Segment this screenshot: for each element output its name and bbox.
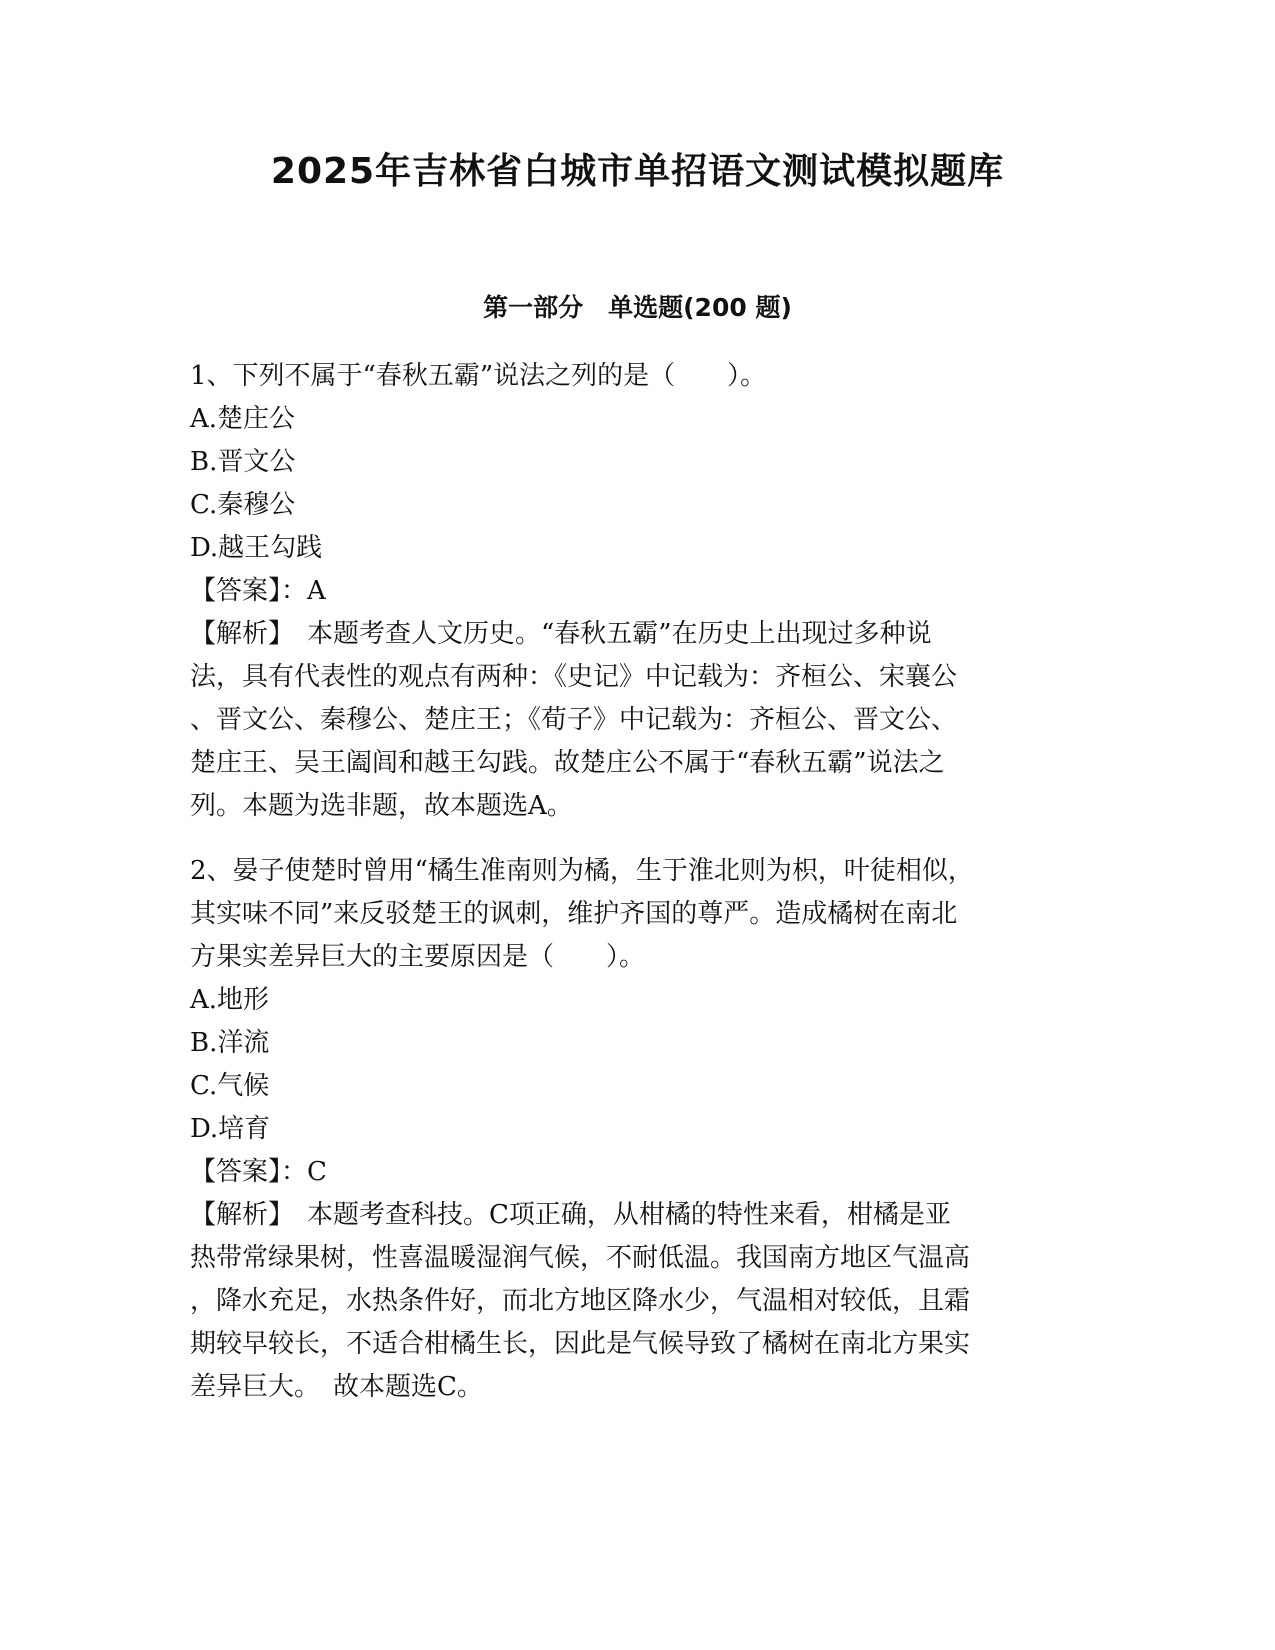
question-list: [190, 355, 1070, 1431]
option-c: C.气候: [190, 1071, 270, 1101]
question-stem: 2、晏子使楚时曾用“橘生准南则为橘，生于淮北则为枳，叶徒相似，: [190, 856, 974, 886]
analysis-line: 热带常绿果树，性喜温暖湿润气候，不耐低温。我国南方地区气温高: [190, 1243, 971, 1273]
document-title: 2025年吉林省白城市单招语文测试模拟题库: [270, 151, 1005, 192]
option-c: C.秦穆公: [190, 490, 296, 520]
analysis-line: 差异巨大。 故本题选C。: [190, 1372, 483, 1402]
question-stem: 其实味不同”来反驳楚王的讽刺，维护齐国的尊严。造成橘树在南北: [190, 899, 958, 929]
analysis-line: 【解析】 本题考查科技。C项正确，从柑橘的特性来看，柑橘是亚: [190, 1200, 951, 1230]
analysis-line: 【解析】 本题考查人文历史。“春秋五霸”在历史上出现过多种说: [190, 619, 932, 649]
option-b: B.晋文公: [190, 447, 296, 477]
section-title: 第一部分 单选题(200 题): [483, 293, 792, 322]
question-2: [190, 850, 1070, 1409]
analysis-line: 法，具有代表性的观点有两种：《史记》中记载为：齐桓公、宋襄公: [190, 662, 958, 692]
analysis-line: 、晋文公、秦穆公、楚庄王；《荀子》中记载为：齐桓公、晋文公、: [190, 705, 958, 735]
analysis-line: 楚庄王、吴王阖闾和越王勾践。故楚庄公不属于“春秋五霸”说法之: [190, 748, 945, 778]
analysis-line: 期较早较长，不适合柑橘生长，因此是气候导致了橘树在南北方果实: [190, 1329, 971, 1359]
answer-line: 【答案】：C: [190, 1157, 327, 1187]
option-b: B.洋流: [190, 1028, 270, 1058]
analysis-line: ，降水充足，水热条件好，而北方地区降水少，气温相对较低，且霜: [190, 1286, 971, 1316]
option-d: D.越王勾践: [190, 533, 323, 563]
analysis-line: 列。本题为选非题，故本题选A。: [190, 791, 573, 821]
question-stem: 1、下列不属于“春秋五霸”说法之列的是（ ）。: [190, 361, 767, 391]
option-d: D.培育: [190, 1114, 271, 1144]
question-stem: 方果实差异巨大的主要原因是（ ）。: [190, 942, 646, 972]
answer-line: 【答案】：A: [190, 576, 326, 606]
question-1: [190, 355, 1070, 828]
option-a: A.楚庄公: [190, 404, 296, 434]
option-a: A.地形: [190, 985, 270, 1015]
